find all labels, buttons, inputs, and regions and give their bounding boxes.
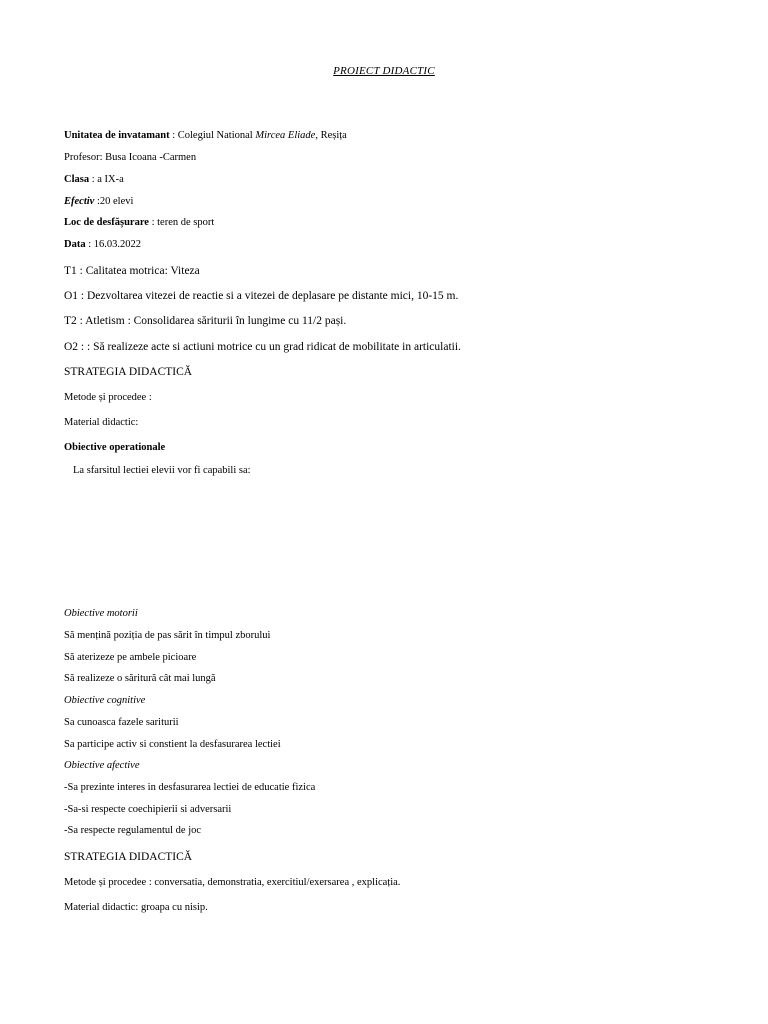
objective-o1: O1 : Dezvoltarea vitezei de reactie si a vitezei de deplasare pe distante mici, 10-15 m. (64, 290, 459, 302)
afective-item: -Sa-si respecte coechipierii si adversarii (64, 804, 232, 815)
unitate-label: Unitatea de invatamant (64, 130, 170, 141)
afective-item: -Sa respecte regulamentul de joc (64, 825, 202, 836)
strategy-material-1: Material didactic: (64, 417, 139, 428)
theme-t2: T2 : Atletism : Consolidarea săriturii în lungime cu 11/2 pași. (64, 315, 347, 327)
afective-item: -Sa prezinte interes in desfasurarea lectiei de educatie fizica (64, 782, 316, 793)
efectiv-label: Efectiv (64, 196, 95, 207)
data-line (64, 238, 141, 252)
efectiv-value: :20 elevi (94, 196, 134, 207)
loc-value: : teren de sport (148, 217, 215, 228)
strategy-material-2: Material didactic: groapa cu nisip. (64, 902, 208, 913)
profesor-line: Profesor: Busa Icoana -Carmen (64, 152, 197, 163)
theme-t1: T1 : Calitatea motrica: Viteza (64, 265, 200, 277)
afective-heading: Obiective afective (64, 760, 140, 771)
loc-line (64, 216, 214, 230)
strategy-heading-1: STRATEGIA DIDACTICĂ (64, 366, 193, 378)
clasa-line (64, 173, 124, 187)
objective-o2: O2 : : Să realizeze acte si actiuni motrice cu un grad ridicat de mobilitate in articulatii. (64, 341, 461, 353)
unitate-sep: : Colegiul National (169, 130, 256, 141)
strategy-metode-1: Metode și procedee : (64, 392, 152, 403)
efectiv-line (64, 195, 133, 209)
data-value: : 16.03.2022 (85, 239, 142, 250)
cognitive-item: Sa participe activ si constient la desfasurarea lectiei (64, 739, 281, 750)
objectives-heading: Obiective operationale (64, 442, 166, 453)
motorii-item: Să realizeze o săritură cât mai lungă (64, 673, 216, 684)
cognitive-item: Sa cunoasca fazele sariturii (64, 717, 179, 728)
clasa-label: Clasa (64, 174, 90, 185)
document-title: PROIECT DIDACTIC (333, 65, 435, 77)
loc-label: Loc de desfășurare (64, 217, 149, 228)
strategy-metode-2: Metode și procedee : conversatia, demonstratia, exercitiul/exersarea , explicația. (64, 877, 401, 888)
unitate-line (64, 129, 347, 143)
unitate-city: , Reșița (315, 130, 347, 141)
cognitive-heading: Obiective cognitive (64, 695, 146, 706)
strategy-heading-2: STRATEGIA DIDACTICĂ (64, 851, 193, 863)
clasa-value: : a IX-a (89, 174, 124, 185)
data-label: Data (64, 239, 86, 250)
motorii-item: Să mențină poziția de pas sărit în timpul zborului (64, 630, 271, 641)
motorii-item: Să aterizeze pe ambele picioare (64, 652, 197, 663)
objectives-intro: La sfarsitul lectiei elevii vor fi capabili sa: (73, 465, 251, 476)
unitate-name: Mircea Eliade (255, 130, 316, 141)
motorii-heading: Obiective motorii (64, 608, 138, 619)
